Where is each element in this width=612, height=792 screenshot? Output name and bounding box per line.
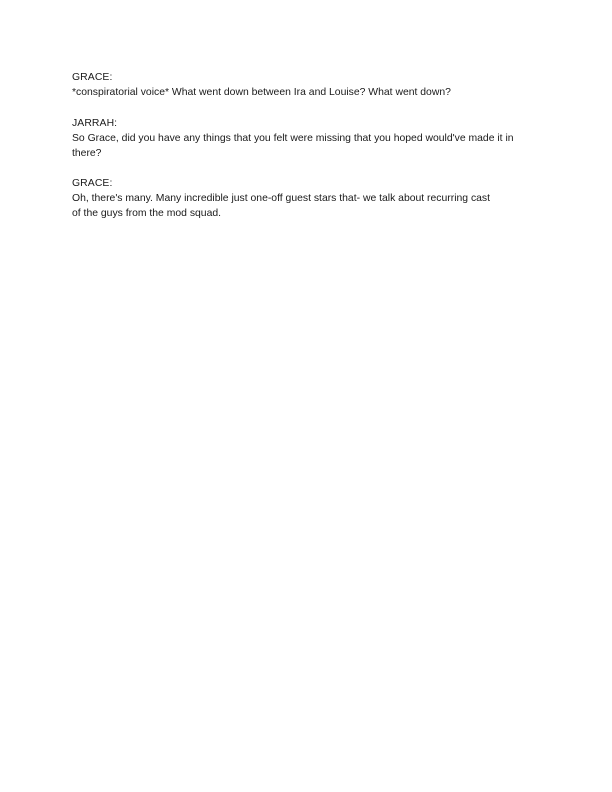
- dialogue-turn: [72, 176, 542, 221]
- dialogue-line: there?: [72, 148, 102, 160]
- dialogue-line: So Grace, did you have any things that you felt were missing that you hoped would've made it in: [72, 133, 514, 145]
- speaker-label: GRACE:: [72, 178, 113, 189]
- dialogue-turn: [72, 116, 542, 161]
- dialogue-line: *conspiratorial voice* What went down between Ira and Louise? What went down?: [72, 87, 451, 99]
- dialogue-line: of the guys from the mod squad.: [72, 208, 222, 220]
- speaker-label: GRACE:: [72, 72, 113, 83]
- dialogue-turn: [72, 70, 542, 100]
- speaker-label: JARRAH:: [72, 118, 118, 129]
- dialogue-line: Oh, there's many. Many incredible just one-off guest stars that- we talk about recurring cast: [72, 193, 490, 205]
